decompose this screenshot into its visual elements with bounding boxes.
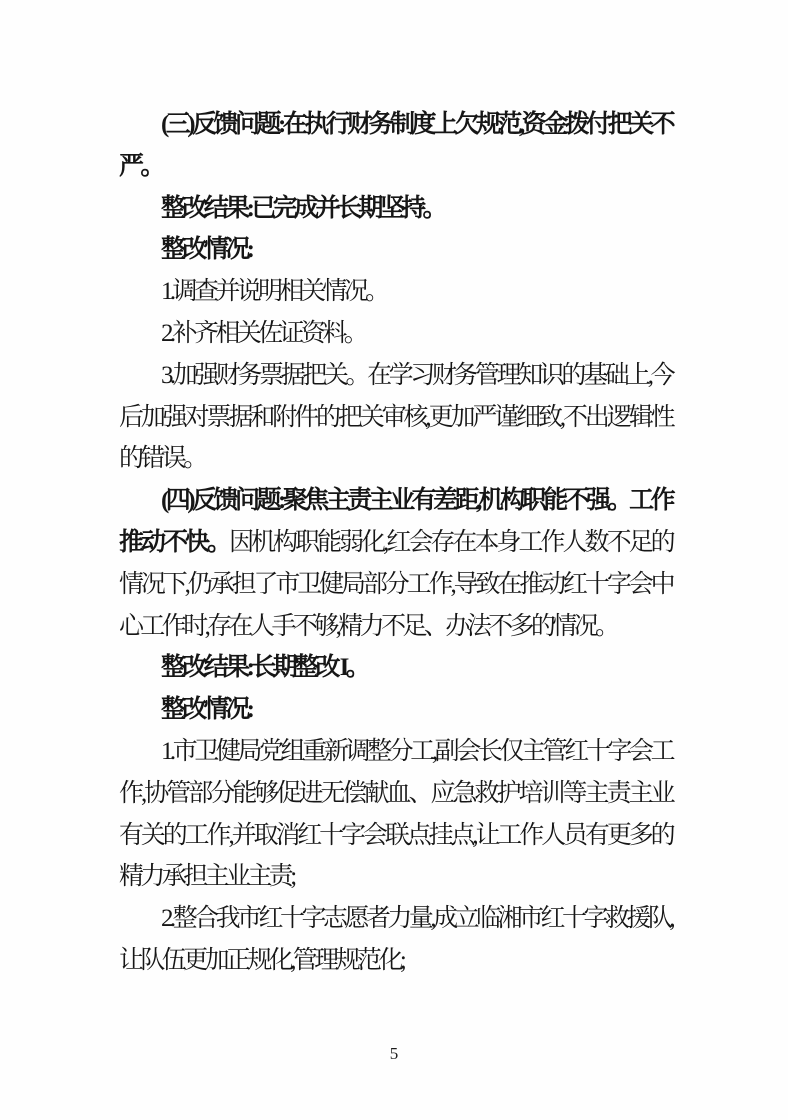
paragraph-regular-text: 3.加强财务票据把关。在学习财务管理知识的基础上,今后加强对票据和附件的把关审核,更加严谨细致,不出逻辑性的错误。 (119, 361, 672, 473)
paragraph-list-item-2b (119, 898, 672, 982)
paragraph-list-item-2 (119, 313, 672, 355)
paragraph-regular-text: 因机构职能弱化,红会存在本身工作人数不足的情况下,仍承担了市卫健局部分工作,导致在推动红十字会中心工作时,存在人手不够,精力不足、办法不多的情况。 (119, 528, 672, 640)
paragraph-rectification-status-heading (119, 229, 672, 271)
paragraph-bold-text: 整改情况: (161, 696, 252, 724)
paragraph-bold-text: 整改结果:已完成并长期坚持。 (161, 194, 444, 222)
paragraph-bold-text: 整改情况: (161, 236, 252, 264)
paragraph-regular-text: 1.市卫健局党组重新调整分工,副会长仅主管红十字会工作,协管部分能够促进无偿献血、应急救护培训等主责主业有关的工作,并取消红十字会联点挂点,让工作人员有更多的精力承担主业主责; (119, 737, 672, 891)
paragraph-list-item-3 (119, 355, 672, 480)
page-number: 5 (389, 1044, 399, 1063)
paragraph-rectification-result-2 (119, 647, 672, 689)
paragraph-regular-text: 2.补齐相关佐证资料。 (161, 319, 366, 347)
paragraph-feedback-problem-4 (119, 480, 672, 647)
paragraph-rectification-status-heading-2 (119, 689, 672, 731)
paragraph-feedback-problem-3 (119, 104, 672, 188)
paragraph-regular-text: 2.整合我市红十字志愿者力量,成立临湘市红十字救援队,让队伍更加正规化,管理规范化; (119, 905, 672, 974)
paragraph-list-item-1b (119, 731, 672, 898)
page-footer (0, 1043, 788, 1065)
paragraph-bold-text: 整改结果:长期整改 I。 (161, 654, 368, 682)
paragraph-rectification-result (119, 188, 672, 230)
paragraph-bold-text: (四)反馈问题:聚焦主责主业有差距,机构职能不强。工作推动不快。 (119, 487, 672, 556)
paragraph-bold-text: (三)反馈问题:在执行财务制度上欠规范,资金拨付把关不严。 (119, 111, 672, 180)
document-body (119, 104, 672, 982)
paragraph-regular-text: 1.调查并说明相关情况。 (161, 278, 387, 306)
paragraph-list-item-1 (119, 271, 672, 313)
